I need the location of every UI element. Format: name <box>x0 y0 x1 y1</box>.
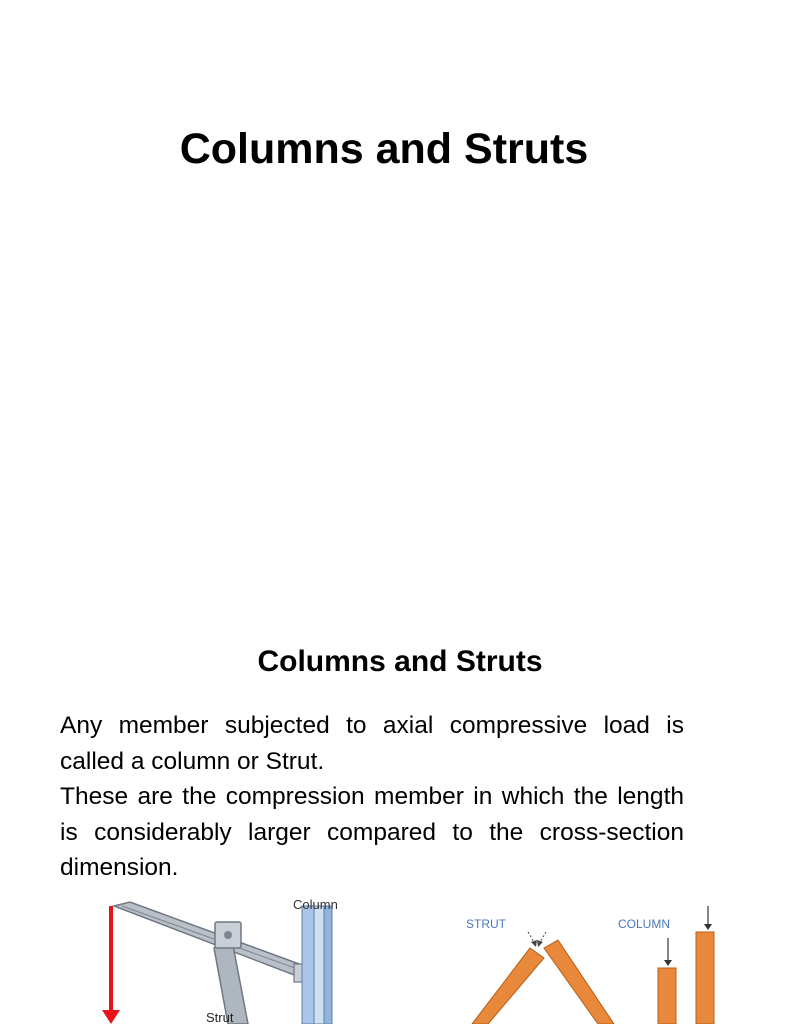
column-label: Column <box>293 897 338 912</box>
load-arrow <box>102 906 120 1024</box>
definition-paragraph: Any member subjected to axial compressive load is called a column or Strut. <box>60 712 684 775</box>
description-paragraph: These are the compression member in which the length is considerably larger compared to the cross-section dimension. <box>60 783 684 881</box>
slide-title: Columns and Struts <box>179 125 589 173</box>
slide-body <box>60 708 684 886</box>
slide-heading: Columns and Struts <box>257 645 543 678</box>
slide-2 <box>0 590 768 1024</box>
strut-label: Strut <box>206 1010 234 1024</box>
column-strut-figure <box>34 897 768 1024</box>
steel-frame <box>114 902 314 1024</box>
strut-diagram-label: STRUT <box>466 917 506 931</box>
steel-column <box>302 906 332 1024</box>
strut-load-arrows <box>528 932 546 947</box>
column-members <box>658 932 714 1024</box>
strut-members <box>472 940 614 1024</box>
column-diagram-label: COLUMN <box>618 917 671 931</box>
figure-illustration <box>34 897 768 1024</box>
